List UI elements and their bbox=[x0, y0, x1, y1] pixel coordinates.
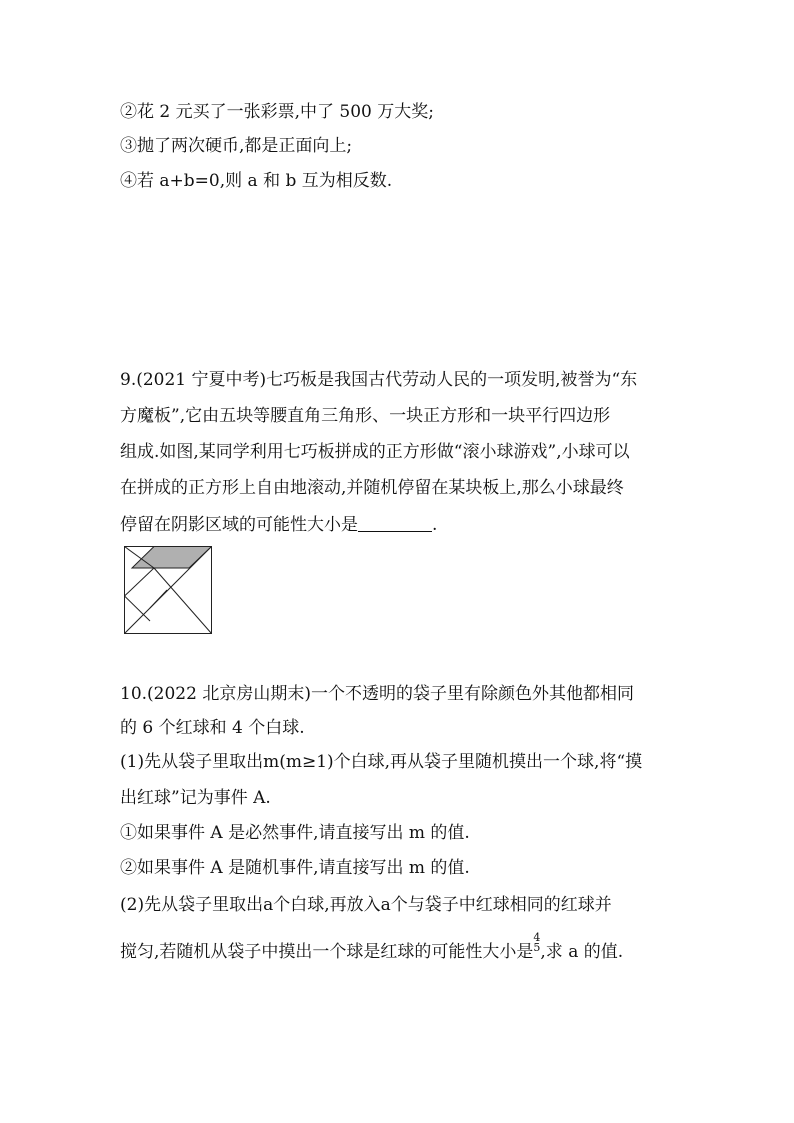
shaded-parallelogram bbox=[132, 547, 212, 569]
tangram-edge bbox=[150, 590, 167, 608]
q10-line-1: 10.(2022 北京房山期末)一个不透明的袋子里有除颜色外其他都相同 bbox=[120, 684, 634, 704]
tangram-edge bbox=[154, 568, 212, 634]
item-4: ④若 a+b=0,则 a 和 b 互为相反数. bbox=[120, 171, 393, 191]
q10-line-2: 的 6 个红球和 4 个白球. bbox=[120, 718, 305, 738]
tangram-figure bbox=[124, 546, 212, 634]
q9-period: . bbox=[432, 515, 438, 535]
tangram-edge bbox=[125, 596, 151, 621]
q9-line-5 bbox=[120, 513, 437, 536]
q10-text-before-fraction: 搅匀,若随机从袋子中摸出一个球是红球的可能性大小是 bbox=[120, 942, 534, 962]
q9-line-2: 方魔板”,它由五块等腰直角三角形、一块正方形和一块平行四边形 bbox=[120, 406, 611, 426]
item-2: ②花 2 元买了一张彩票,中了 500 万大奖; bbox=[120, 102, 435, 122]
answer-blank[interactable] bbox=[358, 513, 432, 532]
q10-line-6: ②如果事件 A 是随机事件,请直接写出 m 的值. bbox=[120, 858, 470, 878]
tangram-edge bbox=[125, 568, 155, 596]
q9-line-4: 在拼成的正方形上自由地滚动,并随机停留在某块板上,那么小球最终 bbox=[120, 478, 624, 498]
q9-question-text: 停留在阴影区域的可能性大小是 bbox=[120, 515, 358, 535]
q10-line-3: (1)先从袋子里取出m(m≥1)个白球,再从袋子里随机摸出一个球,将“摸 bbox=[120, 752, 643, 772]
q9-line-1: 9.(2021 宁夏中考)七巧板是我国古代劳动人民的一项发明,被誉为“东 bbox=[120, 370, 638, 390]
item-3: ③抛了两次硬币,都是正面向上; bbox=[120, 136, 353, 156]
q10-line-8 bbox=[120, 933, 623, 963]
q10-text-after-fraction: ,求 a 的值. bbox=[540, 942, 624, 962]
q10-line-4: 出红球”记为事件 A. bbox=[120, 788, 271, 808]
fraction-denominator: 5 bbox=[533, 941, 541, 954]
q9-line-3: 组成.如图,某同学利用七巧板拼成的正方形做“滚小球游戏”,小球可以 bbox=[120, 442, 630, 462]
q10-line-7: (2)先从袋子里取出a个白球,再放入a个与袋子中红球相同的红球并 bbox=[120, 895, 612, 915]
q10-line-5: ①如果事件 A 是必然事件,请直接写出 m 的值. bbox=[120, 823, 470, 843]
fraction-numerator: 4 bbox=[533, 931, 541, 944]
